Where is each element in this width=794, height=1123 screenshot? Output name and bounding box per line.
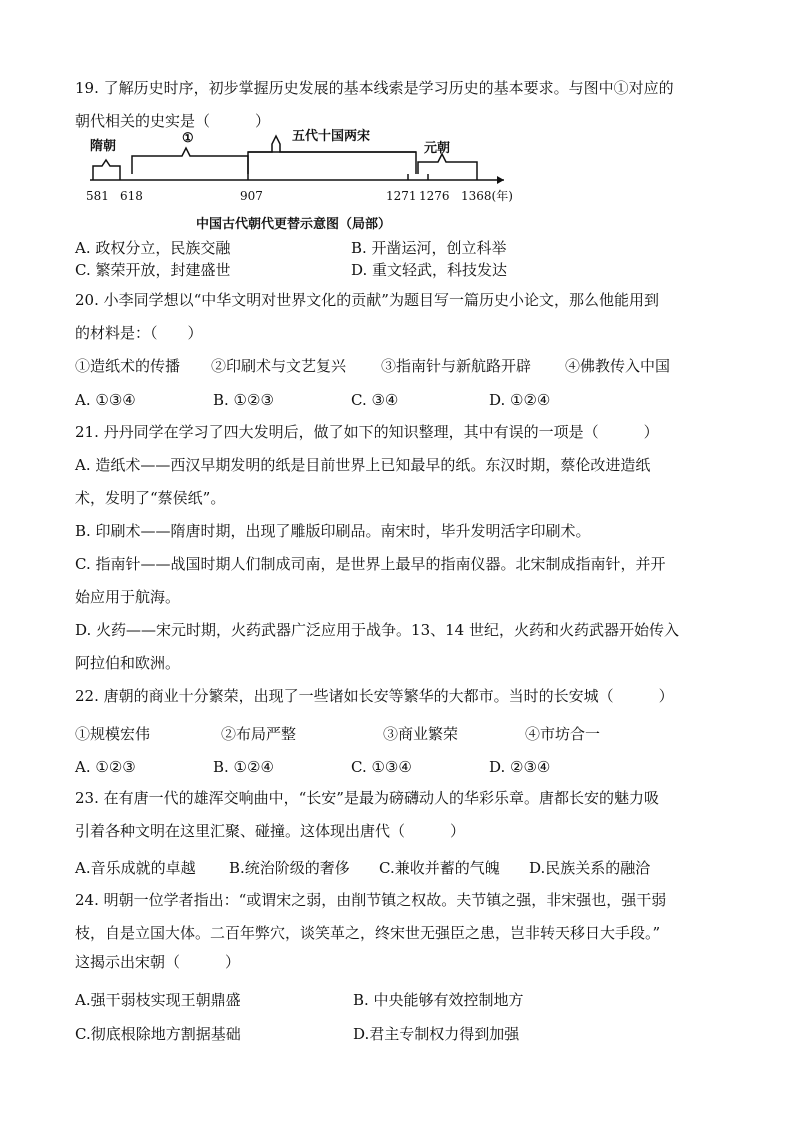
q22-option-b[interactable]: B. ①②④ xyxy=(213,758,274,776)
q23-option-a[interactable]: A.音乐成就的卓越 xyxy=(75,859,196,877)
q19-options-row1 xyxy=(75,236,725,260)
q20-option-c[interactable]: C. ③④ xyxy=(351,391,399,409)
q20-stem-line1: 20. 小李同学想以“中华文明对世界文化的贡献”为题目写一篇历史小论文，那么他能用到 xyxy=(75,291,659,309)
q22-option-c[interactable]: C. ①③④ xyxy=(351,758,412,776)
q20-options-row xyxy=(75,388,725,412)
q19-option-c[interactable]: C. 繁荣开放，封建盛世 xyxy=(75,261,231,279)
q23-option-c[interactable]: C.兼收并蓄的气魄 xyxy=(379,859,500,877)
q22-option-d[interactable]: D. ②③④ xyxy=(489,758,551,776)
q22-item-4: ④市坊合一 xyxy=(525,725,601,743)
label-yuan: 元朝 xyxy=(424,141,451,156)
q23-stem-line2: 引着各种文明在这里汇聚、碰撞。这体现出唐代（ ） xyxy=(75,822,466,840)
q19-stem-line2: 朝代相关的史实是（ ） xyxy=(75,112,271,130)
q24-options-row2 xyxy=(75,1022,725,1046)
q23-option-d[interactable]: D.民族关系的融洽 xyxy=(529,859,651,877)
year-1276: 1276 xyxy=(419,189,450,203)
q19-option-b[interactable]: B. 开凿运河，创立科举 xyxy=(351,239,507,257)
diagram-caption: 中国古代朝代更替示意图（局部） xyxy=(196,217,392,232)
q19-stem-line1: 19. 了解历史时序，初步掌握历史发展的基本线索是学习历史的基本要求。与图中①对应的 xyxy=(75,79,674,97)
question-22-stem xyxy=(75,680,725,713)
q22-option-a[interactable]: A. ①②③ xyxy=(75,758,136,776)
q22-options-row xyxy=(75,755,725,779)
q23-option-b[interactable]: B.统治阶级的奢侈 xyxy=(229,859,350,877)
q24-stem-line3: 这揭示出宋朝（ ） xyxy=(75,953,241,971)
q22-stem: 22. 唐朝的商业十分繁荣，出现了一些诸如长安等繁华的大都市。当时的长安城（ ） xyxy=(75,687,674,705)
q23-options-row xyxy=(75,856,725,880)
q23-stem-line1: 23. 在有唐一代的雄浑交响曲中，“长安”是最为磅礴动人的华彩乐章。唐都长安的魅力吸 xyxy=(75,789,659,807)
q19-option-d[interactable]: D. 重文轻武，科技发达 xyxy=(351,261,508,279)
q21-option-c-line2[interactable]: 始应用于航海。 xyxy=(75,588,181,606)
year-618: 618 xyxy=(120,189,143,203)
question-23-stem xyxy=(75,782,725,848)
q20-item-2: ②印刷术与文艺复兴 xyxy=(211,357,347,375)
q24-stem-line2: 枝，自是立国大体。二百年弊穴，谈笑革之，终宋世无强臣之患，岂非转天移日大手段。” xyxy=(75,924,661,942)
q21-option-b[interactable]: B. 印刷术——隋唐时期，出现了雕版印刷品。南宋时，毕升发明活字印刷术。 xyxy=(75,522,591,540)
dynasty-timeline-diagram xyxy=(86,122,546,242)
q22-item-2: ②布局严整 xyxy=(221,725,297,743)
q21-option-d-line2[interactable]: 阿拉伯和欧洲。 xyxy=(75,654,181,672)
question-21 xyxy=(75,416,725,680)
label-wudai-liangsong: 五代十国两宋 xyxy=(292,129,371,144)
q20-item-1: ①造纸术的传播 xyxy=(75,357,181,375)
q20-items-row xyxy=(75,354,725,378)
q24-option-a[interactable]: A.强干弱枝实现王朝鼎盛 xyxy=(75,991,241,1009)
q20-option-d[interactable]: D. ①②④ xyxy=(489,391,551,409)
q19-options-row2 xyxy=(75,258,725,282)
q20-option-b[interactable]: B. ①②③ xyxy=(213,391,274,409)
q21-stem: 21. 丹丹同学在学习了四大发明后，做了如下的知识整理，其中有误的一项是（ ） xyxy=(75,423,659,441)
q24-option-d[interactable]: D.君主专制权力得到加强 xyxy=(353,1025,520,1043)
q19-option-a[interactable]: A. 政权分立，民族交融 xyxy=(75,239,231,257)
q24-option-c[interactable]: C.彻底根除地方割据基础 xyxy=(75,1025,241,1043)
q20-item-4: ④佛教传入中国 xyxy=(565,357,671,375)
q22-item-3: ③商业繁荣 xyxy=(383,725,459,743)
label-circle-1: ① xyxy=(182,131,194,146)
q24-stem-line1: 24. 明朝一位学者指出：“或谓宋之弱，由削节镇之权故。夫节镇之强，非宋强也，强干弱 xyxy=(75,891,667,909)
label-sui: 隋朝 xyxy=(90,139,117,154)
question-24-stem xyxy=(75,884,725,974)
q24-options-row1 xyxy=(75,988,725,1012)
q22-items-row xyxy=(75,722,725,746)
q20-stem-line2: 的材料是：（ ） xyxy=(75,324,203,342)
q22-item-1: ①规模宏伟 xyxy=(75,725,151,743)
q21-option-a-line1[interactable]: A. 造纸术——西汉早期发明的纸是目前世界上已知最早的纸。东汉时期，蔡伦改进造纸 xyxy=(75,456,651,474)
question-20-stem xyxy=(75,284,725,350)
q24-option-b[interactable]: B. 中央能够有效控制地方 xyxy=(353,991,524,1009)
q20-option-a[interactable]: A. ①③④ xyxy=(75,391,136,409)
q21-option-a-line2[interactable]: 术，发明了“蔡侯纸”。 xyxy=(75,489,226,507)
q21-option-c-line1[interactable]: C. 指南针——战国时期人们制成司南，是世界上最早的指南仪器。北宋制成指南针，并开 xyxy=(75,555,666,573)
year-1271: 1271 xyxy=(386,189,417,203)
year-581: 581 xyxy=(86,189,109,203)
year-1368: 1368(年) xyxy=(461,189,513,203)
year-907: 907 xyxy=(240,189,263,203)
q20-item-3: ③指南针与新航路开辟 xyxy=(381,357,532,375)
q21-option-d-line1[interactable]: D. 火药——宋元时期，火药武器广泛应用于战争。13、14 世纪，火药和火药武器开始传入 xyxy=(75,621,679,639)
